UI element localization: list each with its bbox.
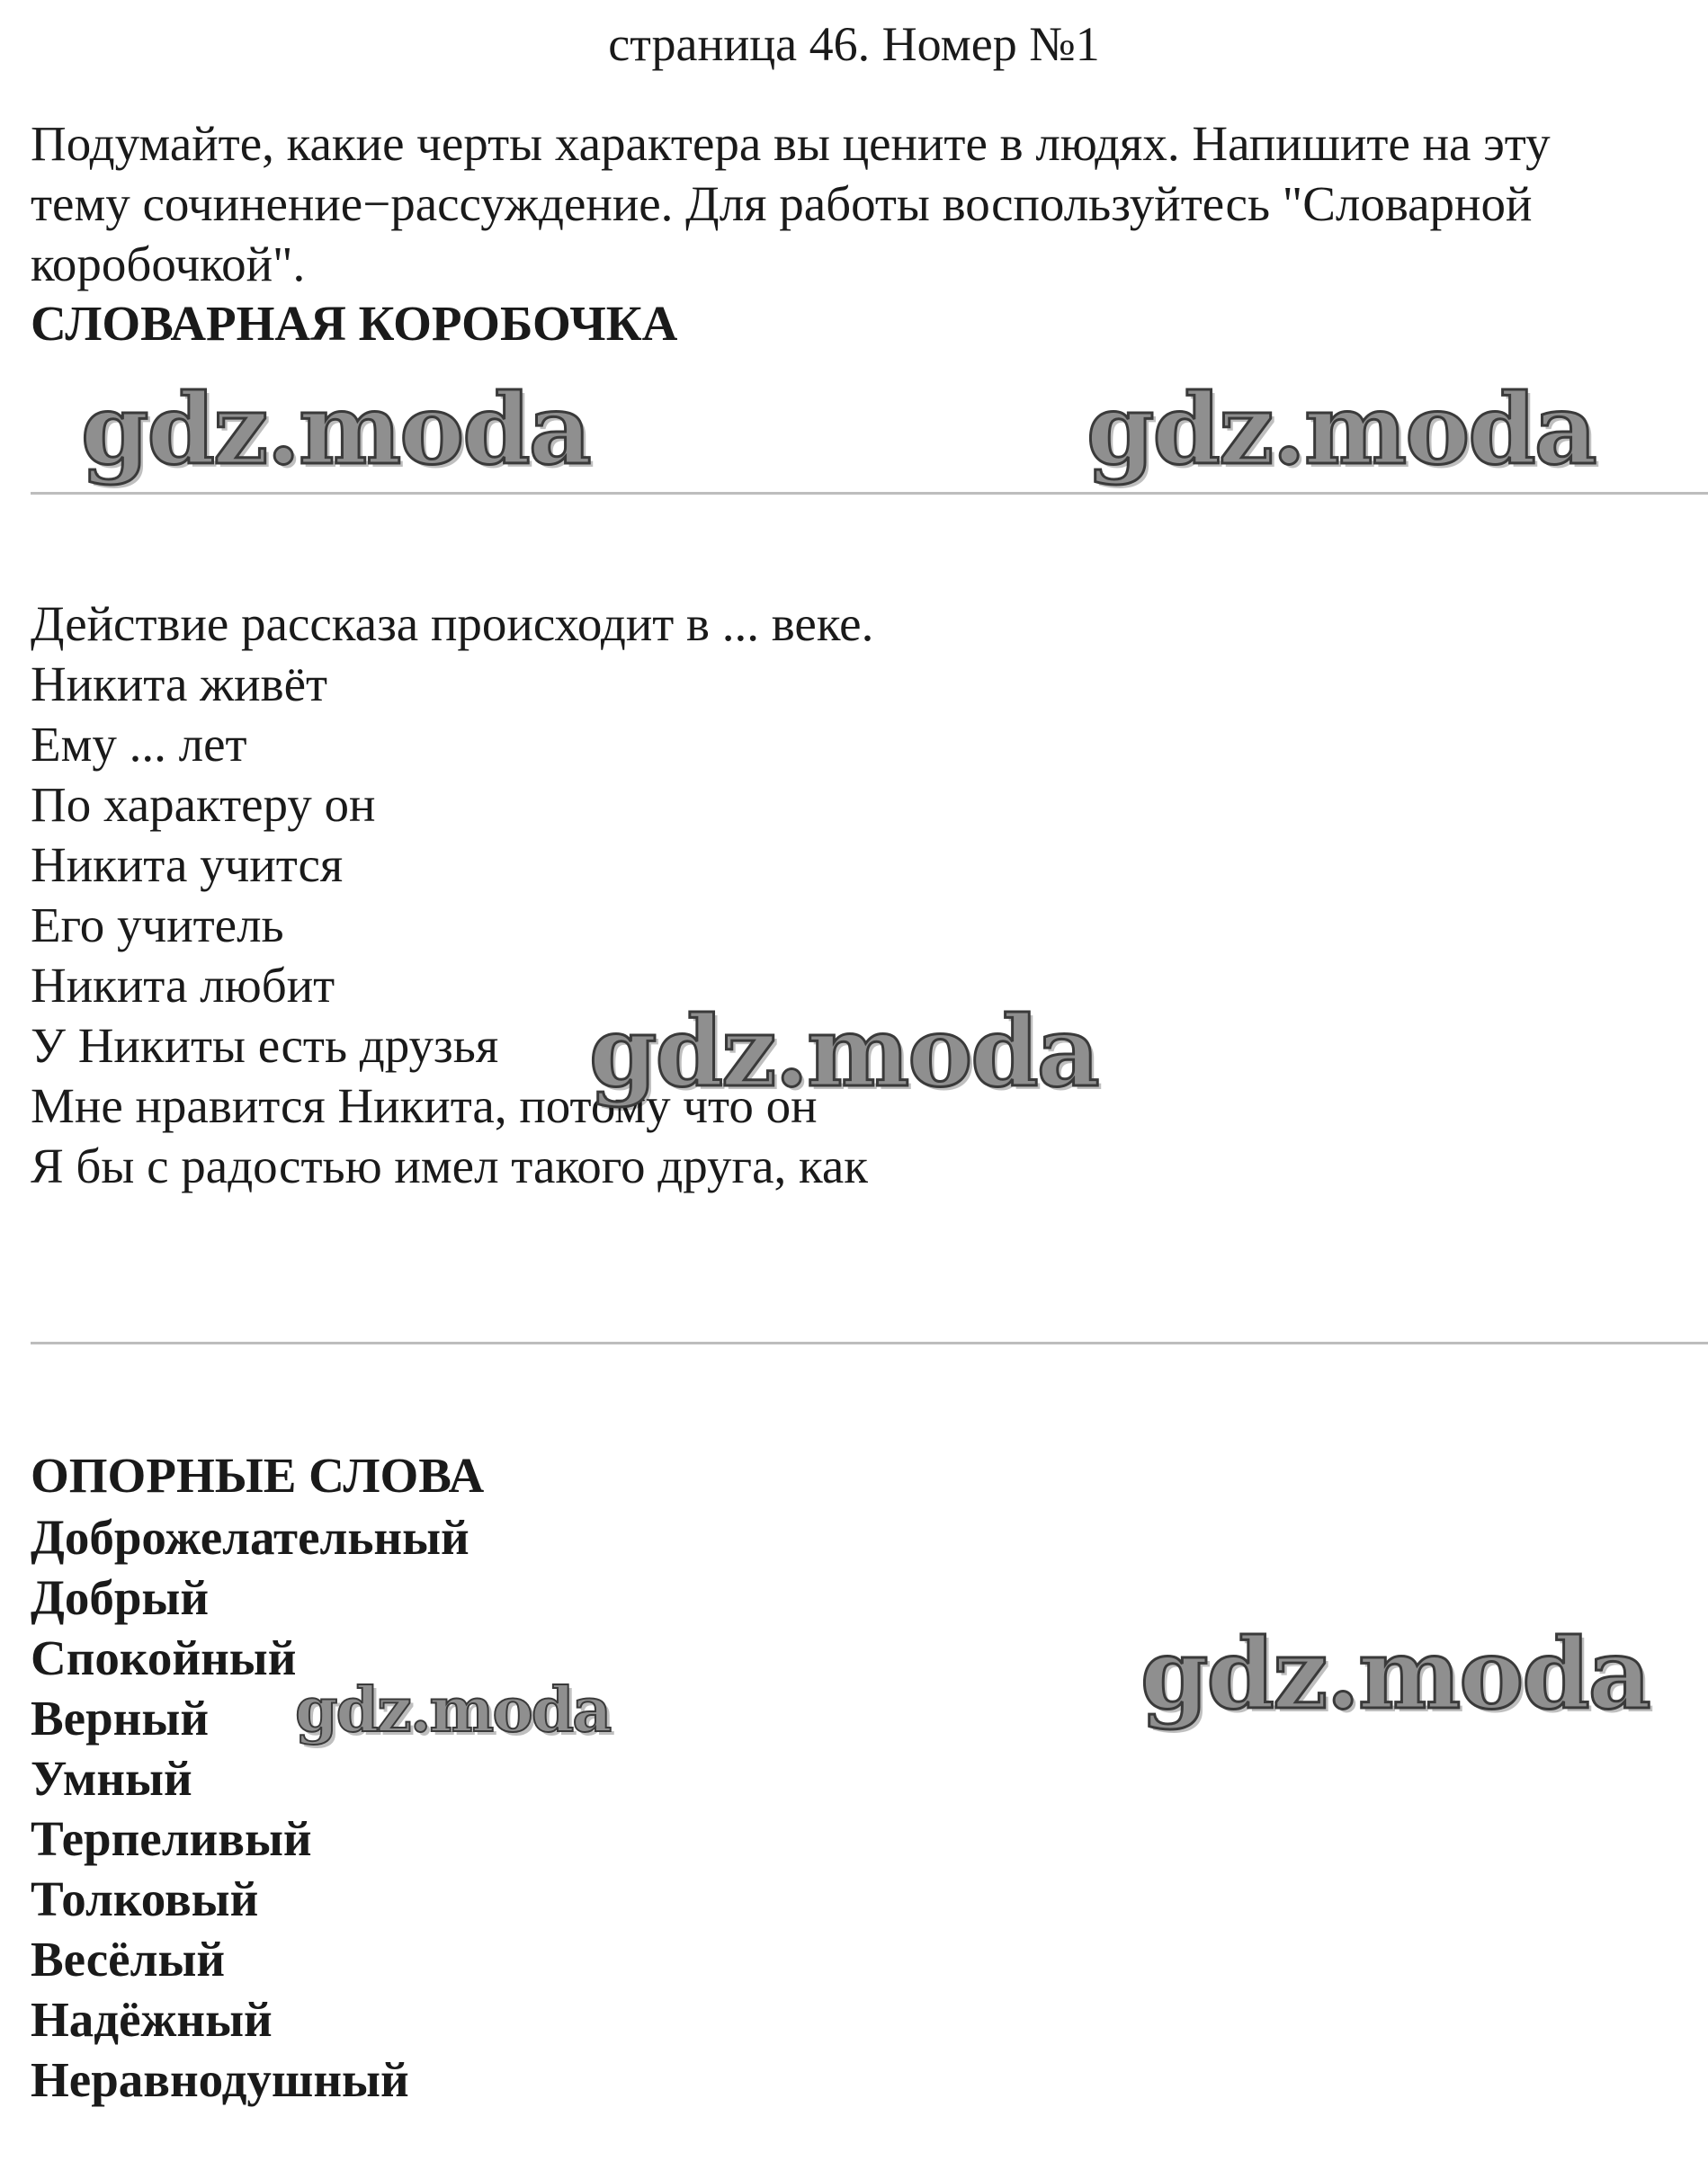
template-line: У Никиты есть друзья	[31, 1018, 499, 1073]
key-word: Верный	[31, 1691, 210, 1746]
key-word: Терпеливый	[31, 1811, 312, 1866]
divider	[31, 1342, 1708, 1344]
watermark: gdz.moda	[81, 373, 590, 487]
watermark: gdz.moda	[295, 1674, 611, 1746]
template-line: Действие рассказа происходит в ... веке.	[31, 596, 874, 651]
template-line: Ему ... лет	[31, 717, 247, 772]
key-words-heading: ОПОРНЫЕ СЛОВА	[31, 1448, 485, 1503]
template-line: Никита любит	[31, 958, 335, 1013]
template-line: По характеру он	[31, 777, 376, 832]
template-line: Никита живёт	[31, 656, 328, 711]
task-line: тему сочинение−рассуждение. Для работы воспользуйтесь "Словарной	[31, 176, 1533, 231]
task-line: коробочкой".	[31, 237, 306, 291]
vocab-box-heading: СЛОВАРНАЯ КОРОБОЧКА	[31, 296, 678, 351]
watermark: gdz.moda	[589, 996, 1098, 1109]
template-line: Я бы с радостью имел такого друга, как	[31, 1139, 868, 1193]
template-line: Его учитель	[31, 897, 284, 952]
key-word: Надёжный	[31, 1992, 273, 2047]
task-prompt	[31, 113, 1695, 294]
key-word: Добрый	[31, 1570, 210, 1625]
watermark: gdz.moda	[1087, 373, 1596, 487]
key-word: Умный	[31, 1751, 192, 1806]
divider	[31, 492, 1708, 495]
key-words-list	[31, 1507, 469, 2110]
key-word: Неравнодушный	[31, 2052, 409, 2107]
key-word: Доброжелательный	[31, 1510, 469, 1565]
template-line: Никита учится	[31, 837, 344, 892]
key-word: Весёлый	[31, 1932, 226, 1987]
key-word: Спокойный	[31, 1630, 297, 1685]
page-label: страница 46. Номер №1	[608, 17, 1100, 71]
template-line: Мне нравится Никита, потому что он	[31, 1078, 818, 1133]
key-word: Толковый	[31, 1871, 259, 1926]
task-line: Подумайте, какие черты характера вы цените в людях. Напишите на эту	[31, 116, 1551, 171]
watermark: gdz.moda	[1140, 1618, 1650, 1731]
